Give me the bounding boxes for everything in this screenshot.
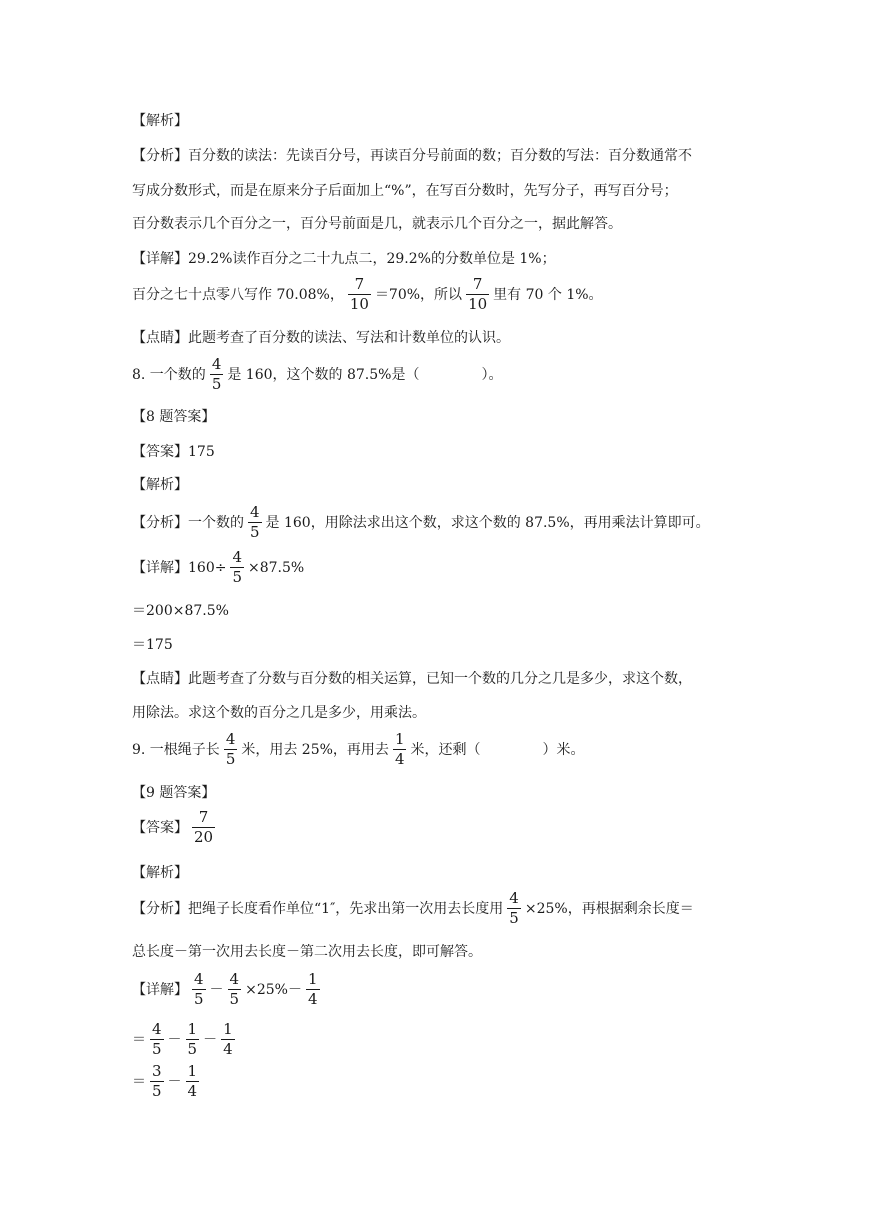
fraction-4-5: $\frac{4}{5}$	[232, 548, 242, 586]
q9-answer: 【答案】 $\frac{7}{20}$	[132, 808, 214, 846]
q8-answer: 【答案】175	[132, 444, 215, 460]
fraction-4-5: $\frac{4}{5}$	[250, 503, 260, 541]
q7-dianjing: 【点睛】此题考查了百分数的读法、写法和计数单位的认识。	[132, 330, 510, 346]
fraction-4-5: $\frac{4}{5}$	[225, 730, 236, 768]
q8-fenxi: 【分析】一个数的 $\frac{4}{5}$ 是 160，用除法求出这个数，求这个数的 87.5%，再用乘法计算即可。	[132, 503, 710, 541]
q9-step1: ＝ $\frac{4}{5}$ － $\frac{1}{5}$ － $\frac{1}{4}$	[132, 1020, 233, 1058]
q9-answer-head: 【9 题答案】	[132, 785, 216, 801]
fraction-4-5: $\frac{4}{5}$	[152, 1020, 162, 1058]
q8-xiangjie: 【详解】160÷ $\frac{4}{5}$ ×87.5%	[132, 548, 305, 586]
fraction-4-5: $\frac{4}{5}$	[509, 889, 519, 927]
fraction-1-5: $\frac{1}{5}$	[187, 1020, 198, 1058]
q7-fenxi-line1: 【分析】百分数的读法：先读百分号，再读百分号前面的数；百分数的写法：百分数通常不	[132, 148, 692, 164]
q8-answer-head: 【8 题答案】	[132, 409, 216, 425]
q8-step1: ＝200×87.5%	[132, 603, 229, 619]
fraction-4-5: $\frac{4}{5}$	[211, 355, 222, 393]
q7-jiexi: 【解析】	[132, 113, 188, 129]
q9-xiangjie: 【详解】 $\frac{4}{5}$ － $\frac{4}{5}$ ×25%－ $\frac{1}{4}$	[132, 970, 318, 1008]
fraction-3-5: $\frac{3}{5}$	[152, 1062, 162, 1100]
q8-step2: ＝175	[132, 637, 173, 653]
q8-dianjing-line1: 【点睛】此题考查了分数与百分数的相关运算，已知一个数的几分之几是多少，求这个数，	[132, 671, 692, 687]
q9-fenxi-line1: 【分析】把绳子长度看作单位“1″，先求出第一次用去长度用 $\frac{4}{5}$ ×25%，再根据剩余长度＝	[132, 889, 694, 927]
q9-step2: ＝ $\frac{3}{5}$ － $\frac{1}{4}$	[132, 1062, 198, 1100]
fraction-1-4: $\frac{1}{4}$	[394, 730, 405, 768]
q8-stem: 8. 一个数的 $\frac{4}{5}$ 是 160，这个数的 87.5%是（ ）。	[132, 355, 503, 393]
q9-stem: 9. 一根绳子长 $\frac{4}{5}$ 米，用去 25%，再用去 $\frac{1}{4}$ 米，还剩（ ）米。	[132, 730, 585, 768]
q9-jiexi: 【解析】	[132, 865, 188, 881]
fraction-4-5: $\frac{4}{5}$	[229, 970, 240, 1008]
fraction-4-5: $\frac{4}{5}$	[194, 970, 204, 1008]
fraction-7-10: $\frac{7}{10}$	[468, 275, 488, 313]
fraction-7-10: $\frac{7}{10}$	[349, 275, 369, 313]
q7-xiangjie-line1: 【详解】29.2%读作百分之二十九点二，29.2%的分数单位是 1%；	[132, 251, 556, 267]
fraction-7-20: $\frac{7}{20}$	[194, 808, 214, 846]
q7-fenxi-line3: 百分数表示几个百分之一，百分号前面是几，就表示几个百分之一，据此解答。	[132, 216, 622, 232]
q7-fenxi-line2: 写成分数形式，而是在原来分子后面加上“%”，在写百分数时，先写分子，再写百分号；	[132, 183, 678, 199]
q9-fenxi-line2: 总长度－第一次用去长度－第二次用去长度，即可解答。	[132, 944, 482, 960]
q8-dianjing-line2: 用除法。求这个数的百分之几是多少，用乘法。	[132, 705, 426, 721]
fraction-1-4: $\frac{1}{4}$	[307, 970, 318, 1008]
fraction-1-4: $\frac{1}{4}$	[223, 1020, 233, 1058]
q8-jiexi: 【解析】	[132, 477, 188, 493]
q7-xiangjie-line2: 百分之七十点零八写作 70.08%， $\frac{7}{10}$ ＝70%，所以 $\frac{7}{10}$ 里有 70 个 1%。	[132, 275, 603, 313]
fraction-1-4: $\frac{1}{4}$	[187, 1062, 198, 1100]
